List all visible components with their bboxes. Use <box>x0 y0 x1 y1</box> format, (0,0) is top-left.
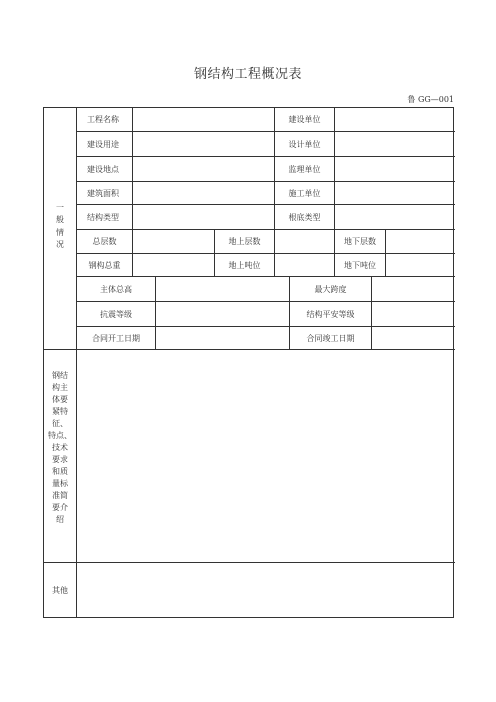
section-label-other: 其他 <box>52 586 68 595</box>
field-total-floors[interactable] <box>133 230 214 253</box>
label-contract-end-date: 合同竣工日期 <box>306 333 355 343</box>
label-tonnage-below: 地下吨位 <box>344 260 376 270</box>
features-content-area[interactable] <box>77 350 454 562</box>
label-steel-total-weight: 钢构总重 <box>88 260 121 270</box>
field-construction-unit[interactable] <box>335 182 454 204</box>
field-supervision-unit[interactable] <box>335 157 454 181</box>
field-tonnage-above[interactable] <box>275 254 334 276</box>
field-foundation-type[interactable] <box>335 205 454 229</box>
label-location: 建设地点 <box>87 164 119 174</box>
label-construction-unit: 施工单位 <box>288 188 321 198</box>
label-structure-type: 结构类型 <box>87 212 119 222</box>
field-project-name[interactable] <box>133 108 274 131</box>
field-seismic-grade[interactable] <box>156 302 289 326</box>
section-label-general: 一 般 情 况 <box>56 203 64 250</box>
label-project-name: 工程名称 <box>87 115 119 124</box>
label-owner-unit: 建设单位 <box>288 115 321 124</box>
field-safety-grade[interactable] <box>372 302 454 326</box>
label-floors-above: 地上层数 <box>228 237 261 246</box>
field-floor-area[interactable] <box>133 182 274 204</box>
form-title: 钢结构工程概况表 <box>193 67 302 82</box>
label-building-use: 建设用途 <box>87 139 119 149</box>
label-contract-start-date: 合同开工日期 <box>92 333 140 343</box>
field-location[interactable] <box>133 157 274 181</box>
field-contract-end-date[interactable] <box>372 327 454 349</box>
label-floors-below: 地下层数 <box>344 237 376 246</box>
label-floor-area: 建筑面积 <box>87 188 119 198</box>
label-total-height: 主体总高 <box>100 284 132 294</box>
label-max-span: 最大跨度 <box>314 284 347 294</box>
field-floors-below[interactable] <box>386 230 454 253</box>
label-seismic-grade: 抗震等级 <box>100 309 132 319</box>
field-floors-above[interactable] <box>275 230 334 253</box>
label-tonnage-above: 地上吨位 <box>228 260 261 270</box>
label-foundation-type: 根底类型 <box>288 212 321 222</box>
overview-table <box>43 107 454 618</box>
field-structure-type[interactable] <box>133 205 274 229</box>
field-building-use[interactable] <box>133 132 274 156</box>
field-contract-start-date[interactable] <box>156 327 289 349</box>
label-design-unit: 设计单位 <box>288 139 321 149</box>
label-total-floors: 总层数 <box>92 237 117 246</box>
label-supervision-unit: 监理单位 <box>288 164 321 174</box>
field-design-unit[interactable] <box>335 132 454 156</box>
section-label-features: 钢结 构主 体要 紧特 征、 特点、 技术 要求 和质 量标 准简 要介 绍 <box>48 371 72 524</box>
label-safety-grade: 结构平安等级 <box>306 309 355 319</box>
form-code: 鲁 GG—001 <box>407 95 454 104</box>
field-steel-total-weight[interactable] <box>133 254 214 276</box>
field-max-span[interactable] <box>372 277 454 301</box>
field-owner-unit[interactable] <box>335 108 454 131</box>
field-tonnage-below[interactable] <box>386 254 454 276</box>
field-total-height[interactable] <box>156 277 289 301</box>
other-content-area[interactable] <box>77 563 454 618</box>
